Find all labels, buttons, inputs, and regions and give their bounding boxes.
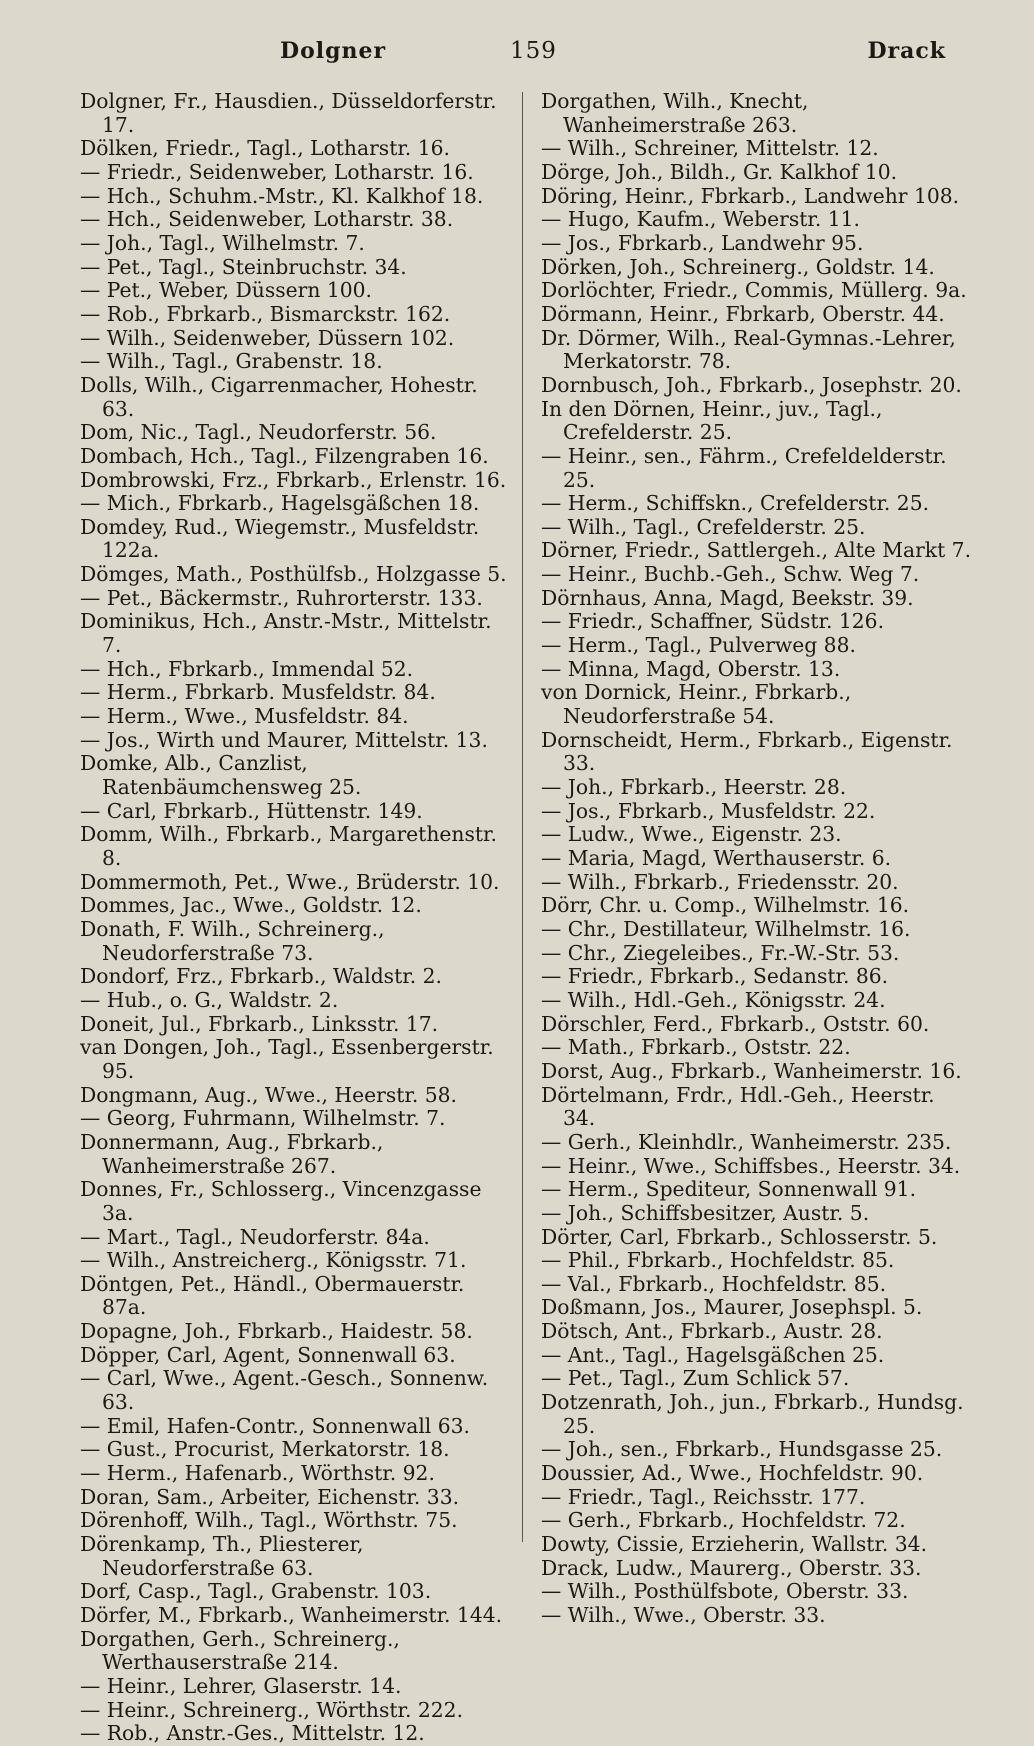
directory-entry: Domdey, Rud., Wiegemstr., Musfeldstr. 122a. (80, 514, 480, 563)
directory-entry: van Dongen, Joh., Tagl., Essenbergerstr. 95. (80, 1035, 494, 1083)
directory-entry: Domm, Wilh., Fbrkarb., Margarethenstr. 8. (80, 822, 497, 870)
directory-entry: — Pet., Tagl., Zum Schlick 57. (541, 1366, 850, 1391)
directory-entry: Dr. Dörmer, Wilh., Real-Gymnas.-Lehrer, Merkatorstr. 78. (541, 325, 956, 374)
directory-entry: — Hugo, Kaufm., Weberstr. 11. (541, 207, 860, 232)
directory-entry: Dörenhoff, Wilh., Tagl., Wörthstr. 75. (80, 1508, 458, 1533)
directory-entry: — Heinr., Buchb.-Geh., Schw. Weg 7. (541, 562, 920, 587)
directory-entry: Döntgen, Pet., Händl., Obermauerstr. 87a. (80, 1271, 465, 1320)
directory-entry: Dotzenrath, Joh., jun., Fbrkarb., Hundsg. 25. (541, 1390, 964, 1438)
directory-entry: Dörenkamp, Th., Pliesterer, Neudorferstraße 63. (80, 1532, 364, 1580)
directory-entry: Döpper, Carl, Agent, Sonnenwall 63. (80, 1342, 456, 1367)
directory-entry: — Wilh., Tagl., Grabenstr. 18. (80, 349, 383, 374)
directory-entry: Dörge, Joh., Bildh., Gr. Kalkhof 10. (541, 159, 898, 184)
directory-entry: — Rob., Anstr.-Ges., Mittelstr. 12. (80, 1721, 425, 1746)
directory-entry: — Hch., Seidenweber, Lotharstr. 38. (80, 207, 454, 232)
directory-entry: — Herm., Spediteur, Sonnenwall 91. (541, 1177, 917, 1202)
directory-entry: — Wilh., Seidenweber, Düssern 102. (80, 325, 455, 350)
right-column (541, 90, 973, 1628)
page-number: 159 (510, 38, 557, 64)
directory-entry: Dörner, Friedr., Sattlergeh., Alte Markt 7. (541, 538, 972, 563)
directory-entry: — Phil., Fbrkarb., Hochfeldstr. 85. (541, 1248, 895, 1273)
directory-entry: Dörter, Carl, Fbrkarb., Schlosserstr. 5. (541, 1224, 938, 1249)
directory-entry: In den Dörnen, Heinr., juv., Tagl., Crefelderstr. 25. (541, 396, 883, 445)
directory-entry: — Ludw., Wwe., Eigenstr. 23. (541, 822, 842, 847)
directory-entry: — Rob., Fbrkarb., Bismarckstr. 162. (80, 301, 451, 326)
directory-entry: Dörtelmann, Frdr., Hdl.-Geh., Heerstr. 34. (541, 1082, 935, 1131)
header-right-word: Drack (867, 38, 946, 64)
directory-entry: Dominikus, Hch., Anstr.-Mstr., Mittelstr. 7. (80, 609, 492, 658)
directory-entry: Dorst, Aug., Fbrkarb., Wanheimerstr. 16. (541, 1058, 962, 1083)
directory-entry: Doran, Sam., Arbeiter, Eichenstr. 33. (80, 1484, 460, 1509)
directory-entry: Dolgner, Fr., Hausdien., Düsseldorferstr. 17. (80, 89, 497, 137)
directory-entry: — Jos., Fbrkarb., Landwehr 95. (541, 230, 864, 255)
directory-entry: — Wilh., Posthülfsbote, Oberstr. 33. (541, 1579, 909, 1604)
directory-entry: Dötsch, Ant., Fbrkarb., Austr. 28. (541, 1319, 883, 1344)
directory-entry: — Val., Fbrkarb., Hochfeldstr. 85. (541, 1271, 887, 1296)
left-column (80, 90, 512, 1746)
directory-entry: Dombach, Hch., Tagl., Filzengraben 16. (80, 443, 489, 468)
directory-entry: — Friedr., Seidenweber, Lotharstr. 16. (80, 159, 474, 184)
directory-entry: Doussier, Ad., Wwe., Hochfeldstr. 90. (541, 1461, 924, 1486)
directory-entry: — Joh., Tagl., Wilhelmstr. 7. (80, 230, 365, 255)
directory-entry: Dörschler, Ferd., Fbrkarb., Oststr. 60. (541, 1011, 930, 1036)
directory-entry: Doßmann, Jos., Maurer, Josephspl. 5. (541, 1295, 923, 1320)
directory-entry: Döring, Heinr., Fbrkarb., Landwehr 108. (541, 183, 960, 208)
column-divider (522, 92, 523, 1542)
directory-entry: — Gerh., Fbrkarb., Hochfeldstr. 72. (541, 1508, 906, 1533)
directory-entry: Dörken, Joh., Schreinerg., Goldstr. 14. (541, 254, 935, 279)
directory-entry: Dombrowski, Frz., Fbrkarb., Erlenstr. 16. (80, 467, 507, 492)
directory-entry: Donnermann, Aug., Fbrkarb., Wanheimerstraße 267. (80, 1129, 384, 1178)
directory-entry: — Heinr., Schreinerg., Wörthstr. 222. (80, 1697, 464, 1722)
directory-entry: Doneit, Jul., Fbrkarb., Linksstr. 17. (80, 1011, 439, 1036)
directory-entry: — Math., Fbrkarb., Oststr. 22. (541, 1035, 851, 1060)
directory-entry: Dornbusch, Joh., Fbrkarb., Josephstr. 20. (541, 372, 962, 397)
directory-entry: — Chr., Ziegeleibes., Fr.-W.-Str. 53. (541, 940, 900, 965)
directory-entry: — Heinr., Lehrer, Glaserstr. 14. (80, 1673, 402, 1698)
directory-entry: — Friedr., Tagl., Reichsstr. 177. (541, 1484, 866, 1509)
directory-entry: Dom, Nic., Tagl., Neudorferstr. 56. (80, 420, 437, 445)
directory-entry: — Jos., Fbrkarb., Musfeldstr. 22. (541, 798, 876, 823)
directory-entry: Dondorf, Frz., Fbrkarb., Waldstr. 2. (80, 964, 442, 989)
directory-entry: Dornscheidt, Herm., Fbrkarb., Eigenstr. 33. (541, 727, 953, 776)
directory-entry: — Wilh., Hdl.-Geh., Königsstr. 24. (541, 987, 886, 1012)
directory-entry: — Pet., Weber, Düssern 100. (80, 278, 372, 303)
directory-entry: Dorgathen, Wilh., Knecht, Wanheimerstraße 263. (541, 89, 809, 137)
directory-entry: Dongmann, Aug., Wwe., Heerstr. 58. (80, 1082, 457, 1107)
directory-entry: — Mart., Tagl., Neudorferstr. 84a. (80, 1224, 430, 1249)
directory-entry: — Pet., Tagl., Steinbruchstr. 34. (80, 254, 407, 279)
directory-entry: Domke, Alb., Canzlist, Ratenbäumchensweg 25. (80, 751, 362, 800)
directory-entry: — Mich., Fbrkarb., Hagelsgäßchen 18. (80, 491, 480, 516)
directory-entry: — Wilh., Wwe., Oberstr. 33. (541, 1603, 826, 1627)
directory-entry: Dölken, Friedr., Tagl., Lotharstr. 16. (80, 136, 450, 161)
directory-entry: Drack, Ludw., Maurerg., Oberstr. 33. (541, 1555, 922, 1580)
directory-entry: Dörmann, Heinr., Fbrkarb, Oberstr. 44. (541, 301, 945, 326)
directory-entry: — Pet., Bäckermstr., Ruhrorterstr. 133. (80, 585, 483, 610)
header-left-word: Dolgner (280, 38, 387, 64)
directory-entry: — Joh., Schiffsbesitzer, Austr. 5. (541, 1200, 870, 1225)
directory-entry: — Minna, Magd, Oberstr. 13. (541, 656, 841, 681)
directory-entry: — Herm., Tagl., Pulverweg 88. (541, 633, 856, 658)
directory-entry: — Carl, Fbrkarb., Hüttenstr. 149. (80, 798, 423, 823)
directory-entry: Dorf, Casp., Tagl., Grabenstr. 103. (80, 1579, 432, 1604)
directory-entry: — Chr., Destillateur, Wilhelmstr. 16. (541, 916, 911, 941)
directory-entry: — Wilh., Tagl., Crefelderstr. 25. (541, 514, 866, 539)
directory-entry: — Jos., Wirth und Maurer, Mittelstr. 13. (80, 727, 488, 752)
directory-entry: — Heinr., sen., Fährm., Crefeldelderstr. 25. (541, 443, 947, 492)
directory-entry: — Heinr., Wwe., Schiffsbes., Heerstr. 34. (541, 1153, 961, 1178)
directory-entry: Dörr, Chr. u. Comp., Wilhelmstr. 16. (541, 893, 910, 918)
directory-entry: — Wilh., Fbrkarb., Friedensstr. 20. (541, 869, 899, 894)
directory-entry: — Wilh., Schreiner, Mittelstr. 12. (541, 136, 879, 161)
directory-entry: Dolls, Wilh., Cigarrenmacher, Hohestr. 63. (80, 372, 478, 421)
directory-entry: — Gerh., Kleinhdlr., Wanheimerstr. 235. (541, 1129, 952, 1154)
directory-entry: Dommermoth, Pet., Wwe., Brüderstr. 10. (80, 869, 500, 894)
directory-entry: — Joh., sen., Fbrkarb., Hundsgasse 25. (541, 1437, 943, 1462)
directory-entry: Dömges, Math., Posthülfsb., Holzgasse 5. (80, 562, 507, 587)
page-header (80, 38, 966, 74)
directory-entry: — Carl, Wwe., Agent.-Gesch., Sonnenw. 63. (80, 1366, 489, 1415)
directory-entry: — Maria, Magd, Werthauserstr. 6. (541, 846, 892, 870)
directory-entry: — Herm., Fbrkarb. Musfeldstr. 84. (80, 680, 436, 705)
directory-entry: Donnes, Fr., Schlosserg., Vincenzgasse 3a. (80, 1177, 482, 1225)
directory-entry: Dörnhaus, Anna, Magd, Beekstr. 39. (541, 585, 914, 610)
directory-entry: — Gust., Procurist, Merkatorstr. 18. (80, 1437, 450, 1462)
directory-entry: Dopagne, Joh., Fbrkarb., Haidestr. 58. (80, 1319, 473, 1344)
directory-entry: Dowty, Cissie, Erzieherin, Wallstr. 34. (541, 1532, 928, 1557)
directory-entry: Dorgathen, Gerh., Schreinerg., Werthauserstraße 214. (80, 1626, 400, 1675)
directory-entry: Dorlöchter, Friedr., Commis, Müllerg. 9a. (541, 278, 967, 303)
directory-entry: — Herm., Schiffskn., Crefelderstr. 25. (541, 491, 930, 516)
directory-entry: — Friedr., Fbrkarb., Sedanstr. 86. (541, 964, 889, 989)
directory-entry: Donath, F. Wilh., Schreinerg., Neudorferstraße 73. (80, 916, 385, 965)
directory-entry: — Ant., Tagl., Hagelsgäßchen 25. (541, 1342, 885, 1367)
directory-entry: — Hch., Schuhm.-Mstr., Kl. Kalkhof 18. (80, 183, 484, 208)
directory-entry: — Hch., Fbrkarb., Immendal 52. (80, 656, 414, 681)
directory-entry: Dörfer, M., Fbrkarb., Wanheimerstr. 144. (80, 1603, 503, 1627)
directory-entry: — Emil, Hafen-Contr., Sonnenwall 63. (80, 1413, 470, 1438)
directory-entry: — Joh., Fbrkarb., Heerstr. 28. (541, 775, 847, 800)
directory-entry: — Herm., Wwe., Musfeldstr. 84. (80, 704, 409, 729)
directory-entry: Dommes, Jac., Wwe., Goldstr. 12. (80, 893, 422, 918)
directory-entry: — Wilh., Anstreicherg., Königsstr. 71. (80, 1248, 467, 1273)
directory-entry: von Dornick, Heinr., Fbrkarb., Neudorferstraße 54. (541, 680, 852, 729)
directory-entry: — Herm., Hafenarb., Wörthstr. 92. (80, 1461, 435, 1486)
directory-entry: — Hub., o. G., Waldstr. 2. (80, 987, 339, 1012)
directory-entry: — Georg, Fuhrmann, Wilhelmstr. 7. (80, 1106, 446, 1131)
directory-entry: — Friedr., Schaffner, Südstr. 126. (541, 609, 885, 634)
